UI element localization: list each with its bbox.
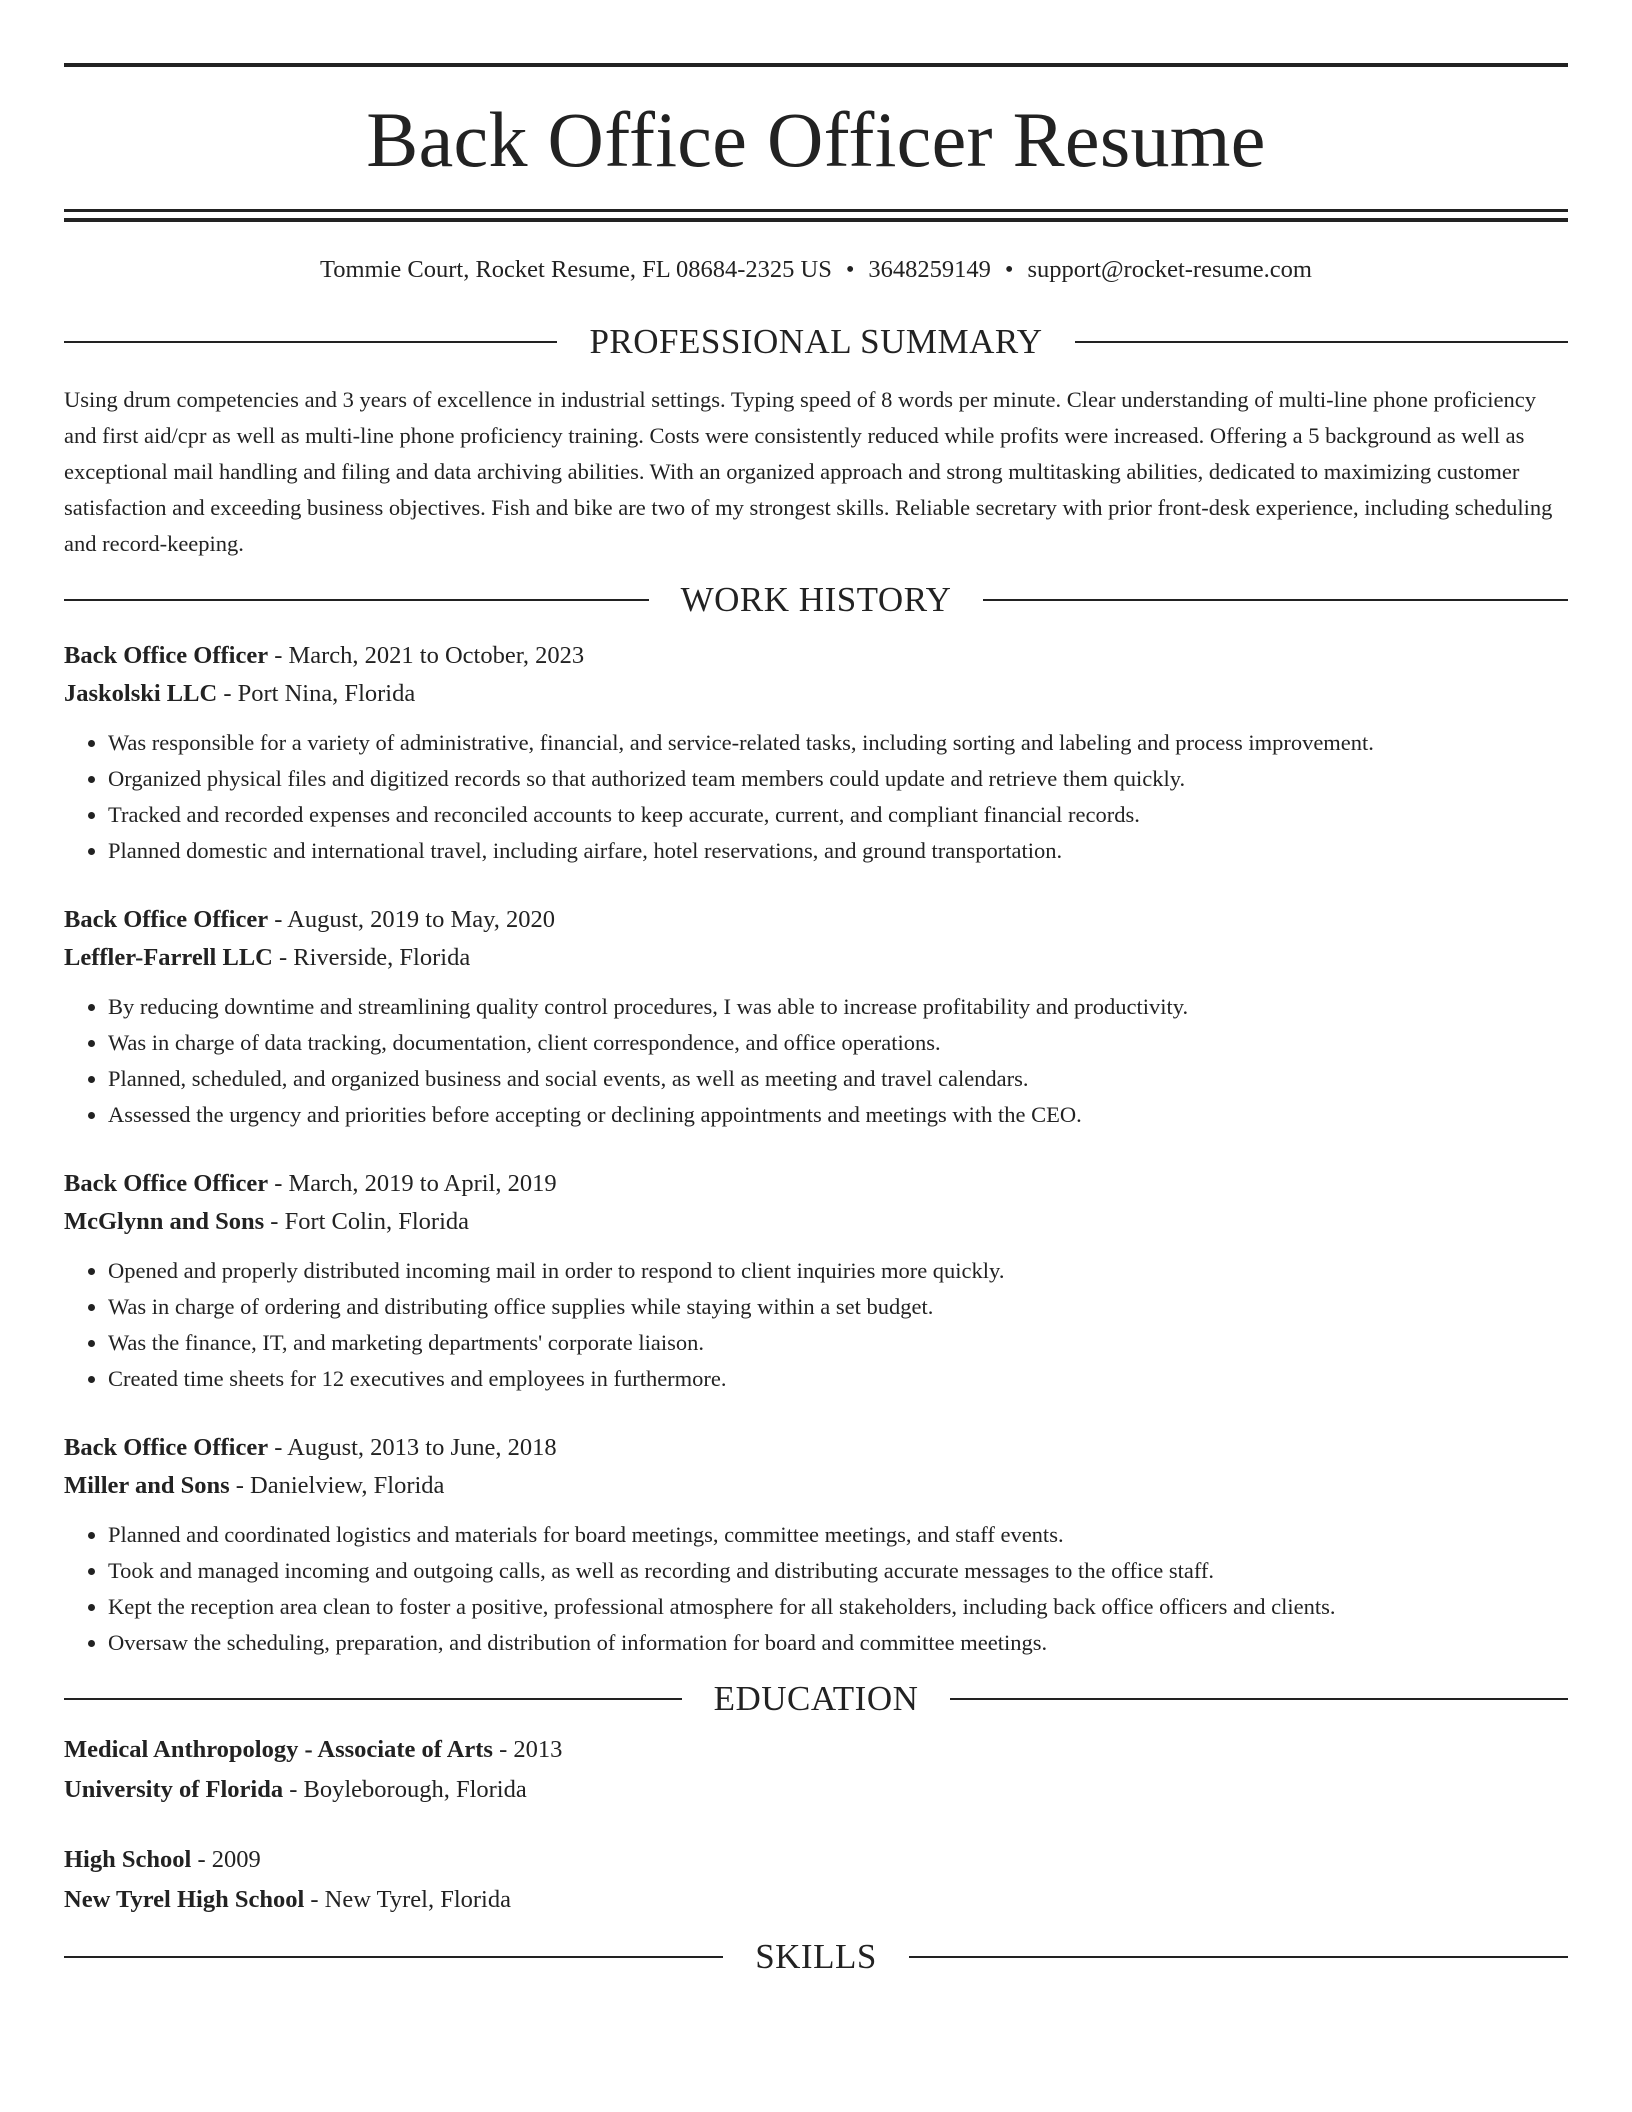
job-dates: - March, 2019 to April, 2019 — [268, 1170, 557, 1197]
job-company: Miller and Sons — [64, 1472, 230, 1499]
resume-title: Back Office Officer Resume — [366, 96, 1266, 183]
job-title: Back Office Officer — [64, 642, 269, 669]
heading-rule-left — [64, 1956, 723, 1958]
job-bullet: • Organized physical files and digitized records so that authorized team members could update and retrieve them quickly. — [108, 761, 1568, 797]
job-bullet: • Planned, scheduled, and organized business and social events, as well as meeting and travel calendars. — [108, 1061, 1568, 1097]
job-title-line — [64, 1429, 1568, 1467]
contact-phone: 3648259149 — [868, 256, 991, 283]
job-company: McGlynn and Sons — [64, 1208, 265, 1235]
job-bullet: • Opened and properly distributed incoming mail in order to respond to client inquiries more quickly. — [108, 1253, 1568, 1289]
section-heading-skills — [64, 1937, 1568, 1977]
education-year: - 2009 — [191, 1846, 261, 1873]
job-dates: - March, 2021 to October, 2023 — [268, 642, 585, 669]
job-company: Leffler-Farrell LLC — [64, 944, 273, 971]
resume-content — [64, 0, 1568, 1977]
job-bullet: • Tracked and recorded expenses and reconciled accounts to keep accurate, current, and compliant financial records. — [108, 797, 1568, 833]
education-location: - New Tyrel, Florida — [304, 1886, 511, 1913]
contact-address: Tommie Court, Rocket Resume, FL 08684-2325 US — [319, 256, 832, 283]
job-location: - Riverside, Florida — [272, 944, 471, 971]
section-heading-summary — [64, 322, 1568, 362]
section-title-education: EDUCATION — [713, 1679, 919, 1718]
heading-rule-right — [983, 599, 1568, 601]
contact-separator: • — [1004, 256, 1014, 283]
job-bullet: • Planned domestic and international travel, including airfare, hotel reservations, and ground transportation. — [108, 833, 1568, 869]
education-degree: High School — [64, 1846, 192, 1873]
job-bullet: • By reducing downtime and streamlining quality control procedures, I was able to increase profitability and productivity. — [108, 989, 1568, 1025]
job-company-line — [64, 675, 1568, 713]
education-entry — [64, 1731, 1568, 1809]
job-title: Back Office Officer — [64, 1170, 269, 1197]
job-bullet-list — [64, 1253, 1568, 1397]
title-double-rule — [64, 209, 1568, 222]
heading-rule-right — [950, 1698, 1568, 1700]
job-bullet: • Took and managed incoming and outgoing calls, as well as recording and distributing accurate messages to the office staff. — [108, 1553, 1568, 1589]
education-entry — [64, 1841, 1568, 1919]
job-bullet-list — [64, 1517, 1568, 1661]
job-title-line — [64, 901, 1568, 939]
education-school: New Tyrel High School — [64, 1886, 305, 1913]
heading-rule-right — [1075, 341, 1568, 343]
job-dates: - August, 2019 to May, 2020 — [268, 906, 556, 933]
job-bullet-list — [64, 989, 1568, 1133]
heading-rule-right — [909, 1956, 1568, 1958]
contact-line — [64, 254, 1568, 286]
job-bullet-list — [64, 725, 1568, 869]
job-company-line — [64, 939, 1568, 977]
job-bullet: • Kept the reception area clean to foster a positive, professional atmosphere for all stakeholders, including back office officers and clients. — [108, 1589, 1568, 1625]
job-company: Jaskolski LLC — [64, 680, 218, 707]
education-school-line — [64, 1881, 1568, 1919]
section-title-summary: PROFESSIONAL SUMMARY — [589, 322, 1043, 361]
section-heading-education — [64, 1679, 1568, 1719]
job-company-line — [64, 1467, 1568, 1505]
job-location: - Port Nina, Florida — [217, 680, 416, 707]
job-entry — [64, 901, 1568, 1133]
top-rule — [64, 63, 1568, 67]
job-title: Back Office Officer — [64, 1434, 269, 1461]
job-location: - Fort Colin, Florida — [264, 1208, 470, 1235]
education-degree-line — [64, 1731, 1568, 1769]
job-bullet: • Was the finance, IT, and marketing departments' corporate liaison. — [108, 1325, 1568, 1361]
education-school-line — [64, 1771, 1568, 1809]
education-school: University of Florida — [64, 1776, 284, 1803]
heading-rule-left — [64, 341, 557, 343]
job-title-line — [64, 637, 1568, 675]
job-bullet: • Was responsible for a variety of administrative, financial, and service-related tasks, including sorting and labeling and process improvement. — [108, 725, 1568, 761]
job-entry — [64, 1429, 1568, 1661]
education-location: - Boyleborough, Florida — [283, 1776, 527, 1803]
job-entry — [64, 1165, 1568, 1397]
job-entry — [64, 637, 1568, 869]
education-degree-line — [64, 1841, 1568, 1879]
job-location: - Danielview, Florida — [229, 1472, 445, 1499]
job-bullet: • Assessed the urgency and priorities before accepting or declining appointments and meetings with the CEO. — [108, 1097, 1568, 1133]
education-year: - 2013 — [492, 1736, 563, 1763]
job-company-line — [64, 1203, 1568, 1241]
job-bullet: • Created time sheets for 12 executives and employees in furthermore. — [108, 1361, 1568, 1397]
section-title-skills: SKILLS — [755, 1937, 877, 1976]
education-degree: Medical Anthropology - Associate of Arts — [64, 1736, 493, 1763]
section-heading-work-history — [64, 580, 1568, 620]
job-bullet: • Oversaw the scheduling, preparation, and distribution of information for board and committee meetings. — [108, 1625, 1568, 1661]
heading-rule-left — [64, 599, 649, 601]
summary-text: Using drum competencies and 3 years of excellence in industrial settings. Typing speed of 8 words per minute. Clear understanding of multi-line phone proficiency and first aid/cpr as well as multi-line phone proficiency training. Costs were consistently reduced while profits were increased. Offering a 5 background as well as exceptional mail handling and filing and data archiving abilities. With an organized approach and strong multitasking abilities, dedicated to maximizing customer satisfaction and exceeding business objectives. Fish and bike are two of my strongest skills. Reliable secretary with prior front-desk experience, including scheduling and record-keeping. — [64, 387, 1553, 556]
job-title: Back Office Officer — [64, 906, 269, 933]
contact-separator: • — [845, 256, 855, 283]
job-bullet: • Was in charge of data tracking, documentation, client correspondence, and office operations. — [108, 1025, 1568, 1061]
job-bullet: • Was in charge of ordering and distributing office supplies while staying within a set budget. — [108, 1289, 1568, 1325]
job-title-line — [64, 1165, 1568, 1203]
job-bullet: • Planned and coordinated logistics and materials for board meetings, committee meetings, and staff events. — [108, 1517, 1568, 1553]
contact-email: support@rocket-resume.com — [1027, 256, 1312, 283]
heading-rule-left — [64, 1698, 682, 1700]
section-title-work-history: WORK HISTORY — [680, 580, 952, 619]
job-dates: - August, 2013 to June, 2018 — [268, 1434, 557, 1461]
